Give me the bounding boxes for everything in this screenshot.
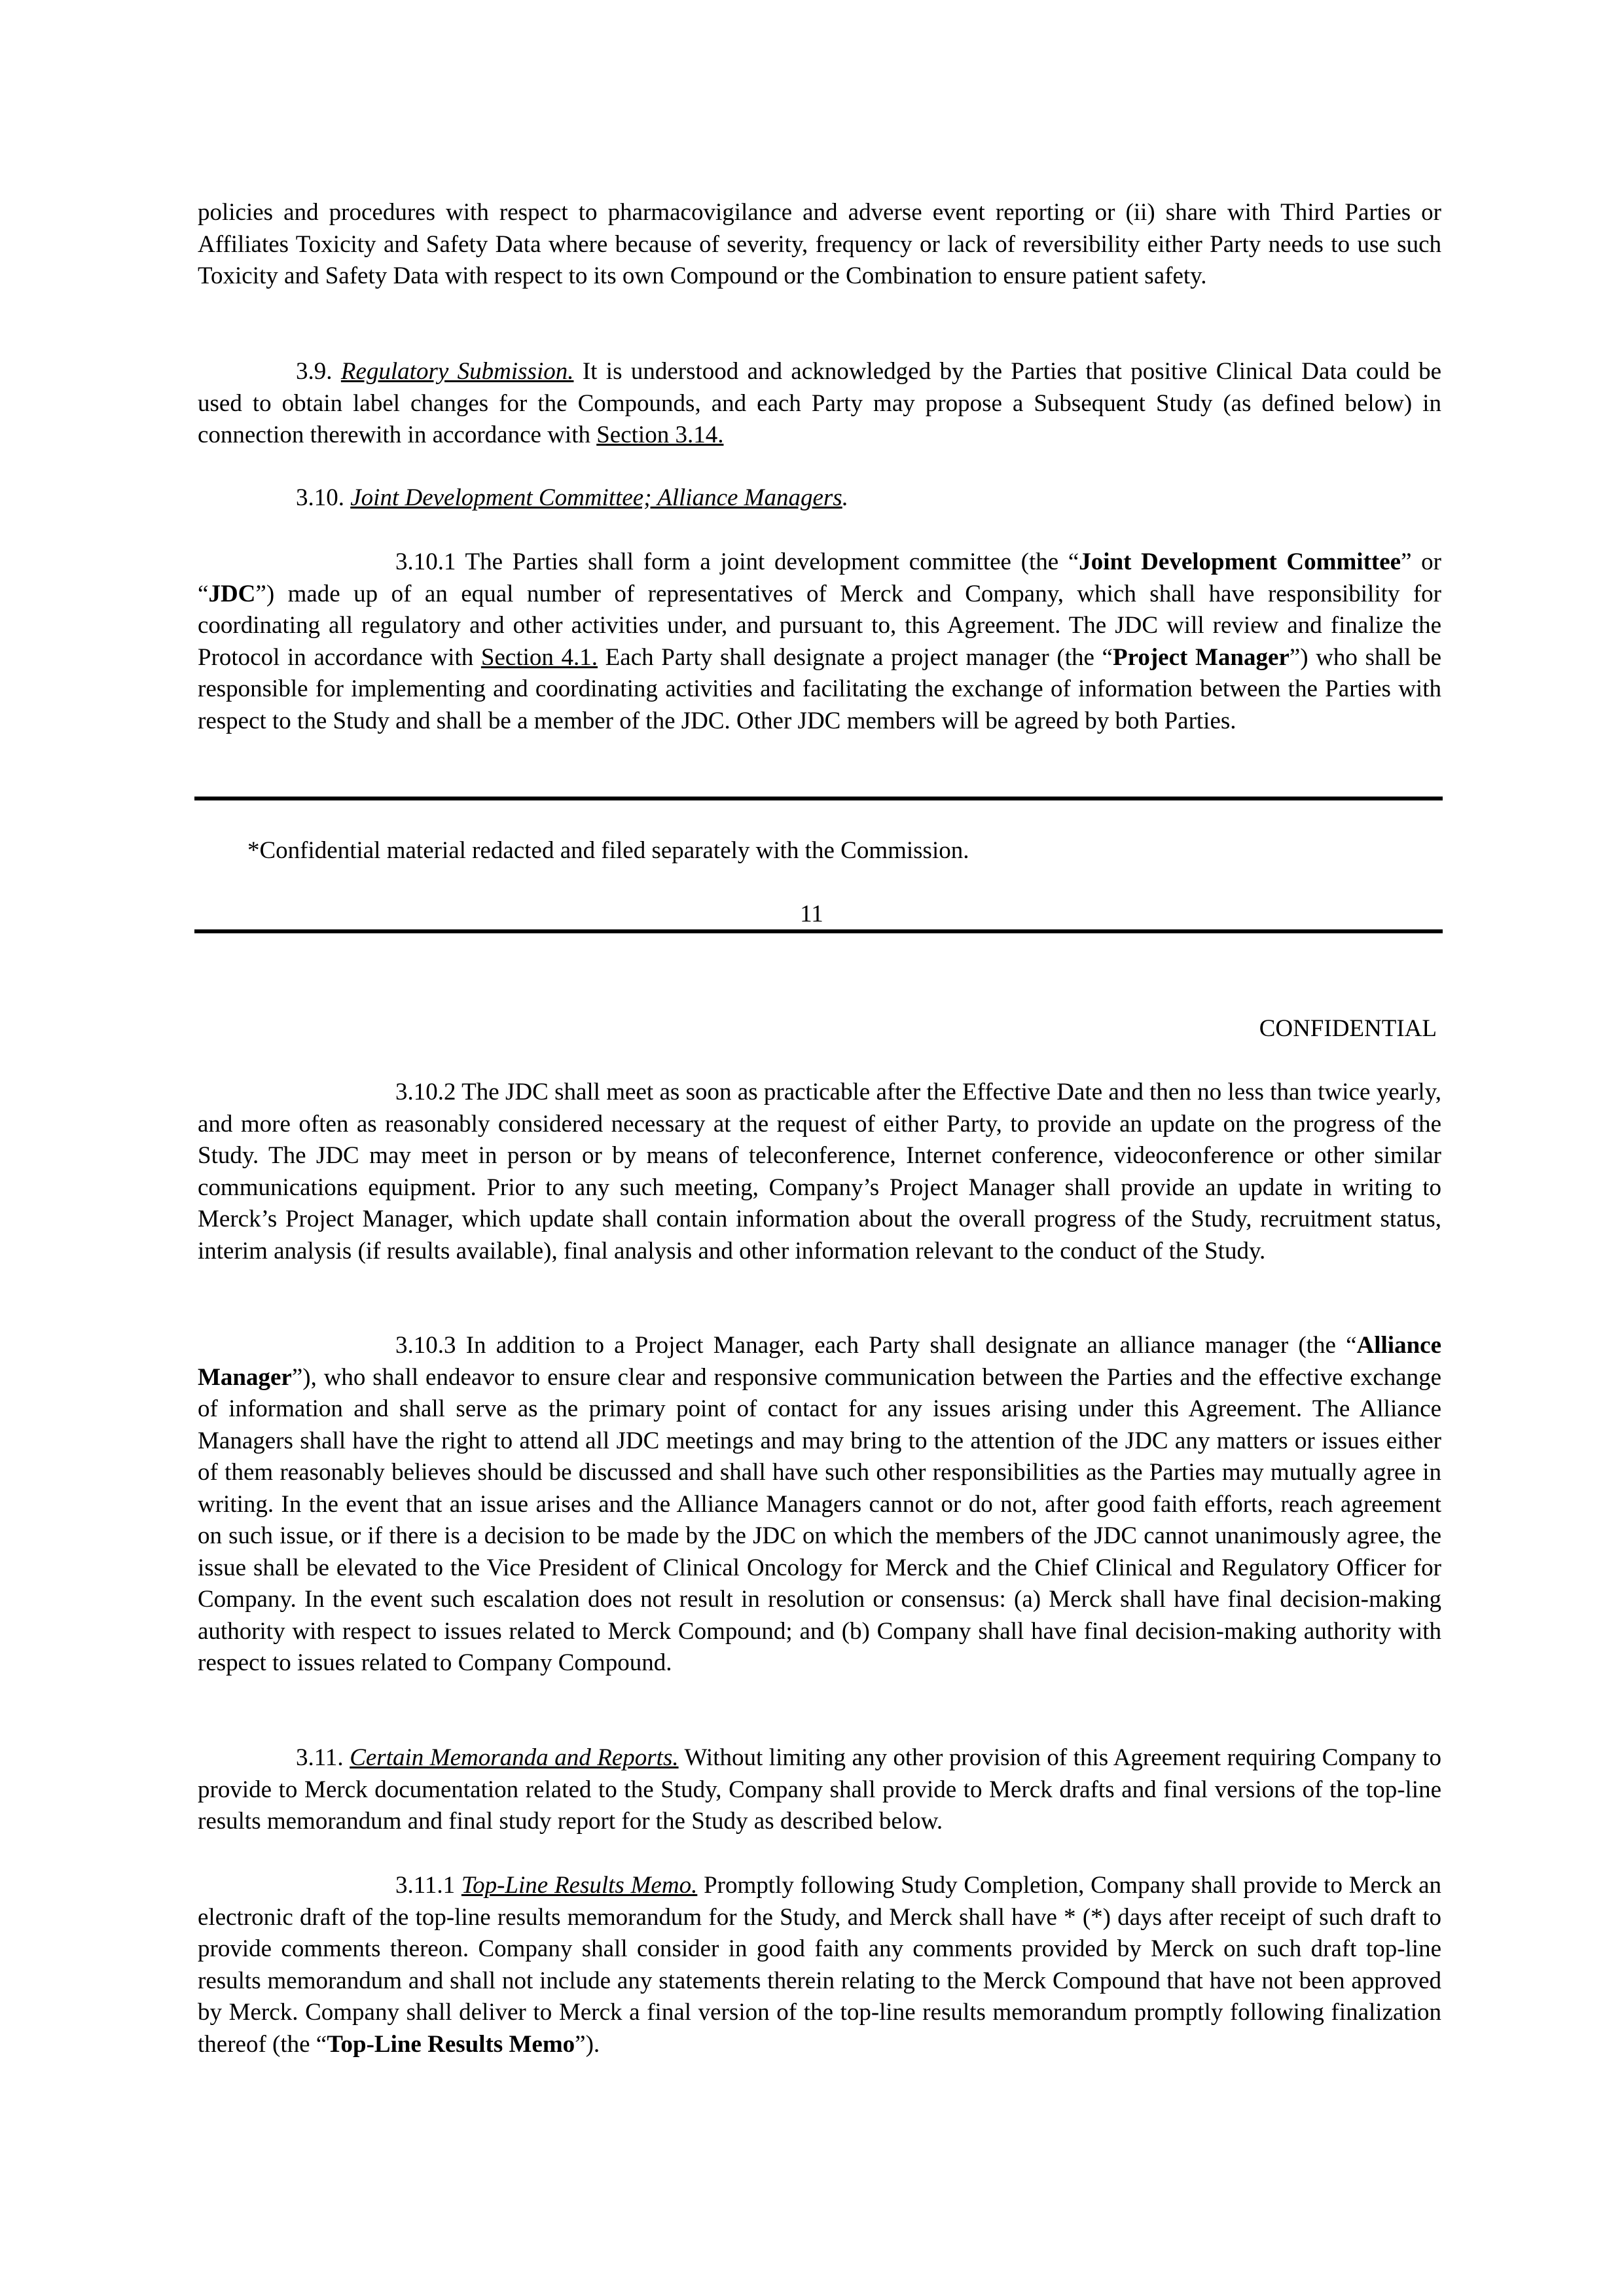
section-number: 3.10. [296,484,344,511]
section-3-10-3 [198,1330,1441,1679]
page-number: 11 [800,901,823,927]
section-3-10 [198,482,1441,514]
body-text: ”), who shall endeavor to ensure clear and responsive communication between the Parties and the effective exchange of information and shall serve as the primary point of contact for any issues arising under this Agreement. The Alliance Managers shall have the right to attend all JDC meetings and may bring to the attention of the JDC any matters or issues either of them reasonably believes should be discussed and shall have such other responsibilities as the Parties may mutually agree in writing. In the event that an issue arises and the Alliance Managers cannot or do not, after good faith efforts, reach agreement on such issue, or if there is a decision to be made by the JDC on which the members of the JDC cannot unanimously agree, the issue shall be elevated to the Vice President of Clinical Oncology for Merck and the Chief Clinical and Regulatory Officer for Company. In the event such escalation does not result in resolution or consensus: (a) Merck shall have final decision-making authority with respect to issues related to Merck Compound; and (b) Company shall have final decision-making authority with respect to issues related to Company Compound. [198,1363,1441,1676]
section-reference-link[interactable]: Section 4.1. [480,643,598,671]
section-body: It is understood and acknowledged by the Parties that positive Clinical Data could be used to obtain label changes for the Compounds, and each Party may propose a Subsequent Study (as defined below) in connection therewith in accordance with [198,358,1441,448]
section-number: 3.11. [296,1744,344,1771]
defined-term: Alliance Manager [198,1332,1441,1391]
paragraph-continuation [198,197,1441,293]
footer-rule-top [194,797,1443,800]
body-text: Each Party shall designate a project manager (the “ [598,643,1113,671]
section-heading: Joint Development Committee; Alliance Managers [350,484,842,511]
section-3-9 [198,356,1441,452]
body-text: 3.10.1 The Parties shall form a joint development committee (the “ [395,548,1079,575]
body-text: ”) made up of an equal number of representatives of Merck and Company, which shall have responsibility for coordinating all regulatory and other activities under, and pursuant to, this Agreement. The JDC will review and finalize the Protocol in accordance with [198,580,1441,671]
confidential-footnote: *Confidential material redacted and filed separately with the Commission. [247,837,969,864]
section-number: 3.11.1 [395,1872,461,1899]
confidential-header: CONFIDENTIAL [1259,1015,1437,1042]
body-text: 3.10.3 In addition to a Project Manager, each Party shall designate an alliance manager (the “ [395,1332,1357,1359]
body-text: Promptly following Study Completion, Company shall provide to Merck an electronic draft of the top-line results memorandum for the Study, and Merck shall have * (*) days after receipt of such draft to provide comments thereon. Company shall consider in good faith any comments provided by Merck on such draft top-line results memorandum and shall not include any statements therein relating to the Merck Compound that have not been approved by Merck. Company shall deliver to Merck a final version of the top-line results memorandum promptly following finalization thereof (the “ [198,1872,1441,2058]
section-body: 3.10.2 The JDC shall meet as soon as practicable after the Effective Date and then no less than twice yearly, and more often as reasonably considered necessary at the request of either Party, to provide an update on the progress of the Study. The JDC may meet in person or by means of teleconference, Internet conference, videoconference or other similar communications equipment. Prior to any such meeting, Company’s Project Manager shall provide an update in writing to Merck’s Project Manager, which update shall contain information about the overall progress of the Study, recruitment status, interim analysis (if results available), final analysis and other information relevant to the conduct of the Study. [198,1079,1441,1265]
defined-term: Project Manager [1112,643,1290,671]
body-text: ”) who shall be responsible for implementing and coordinating activities and facilitating the exchange of information between the Parties with respect to the Study and shall be a member of the JDC. Other JDC members will be agreed by both Parties. [198,643,1442,734]
body-text: ”). [575,2030,600,2058]
heading-period: . [842,484,848,511]
section-3-10-1 [198,547,1441,737]
defined-term: Joint Development Committee [1079,548,1401,575]
section-heading: Top-Line Results Memo. [461,1872,698,1899]
section-number: 3.9. [296,358,333,385]
section-reference-link[interactable]: Section 3.14. [596,422,724,448]
section-3-11-1 [198,1870,1441,2060]
section-3-11 [198,1742,1441,1838]
body-text: ” or “ [198,548,1442,607]
section-heading: Certain Memoranda and Reports. [350,1744,679,1771]
section-heading: Regulatory Submission. [340,358,574,385]
footer-rule-bottom [194,929,1443,933]
section-3-10-2 [198,1077,1441,1267]
defined-term: JDC [208,580,256,607]
section-body: Without limiting any other provision of this Agreement requiring Company to provide to Merck documentation related to the Study, Company shall provide to Merck drafts and final versions of the top-line results memorandum and final study report for the Study as described below. [198,1744,1441,1835]
continuation-text: policies and procedures with respect to pharmacovigilance and adverse event reporting or (ii) share with Third Parties or Affiliates Toxicity and Safety Data where because of severity, frequency or lack of reversibility either Party needs to use such Toxicity and Safety Data with respect to its own Compound or the Combination to ensure patient safety. [198,199,1441,289]
defined-term: Top-Line Results Memo [327,2030,575,2058]
